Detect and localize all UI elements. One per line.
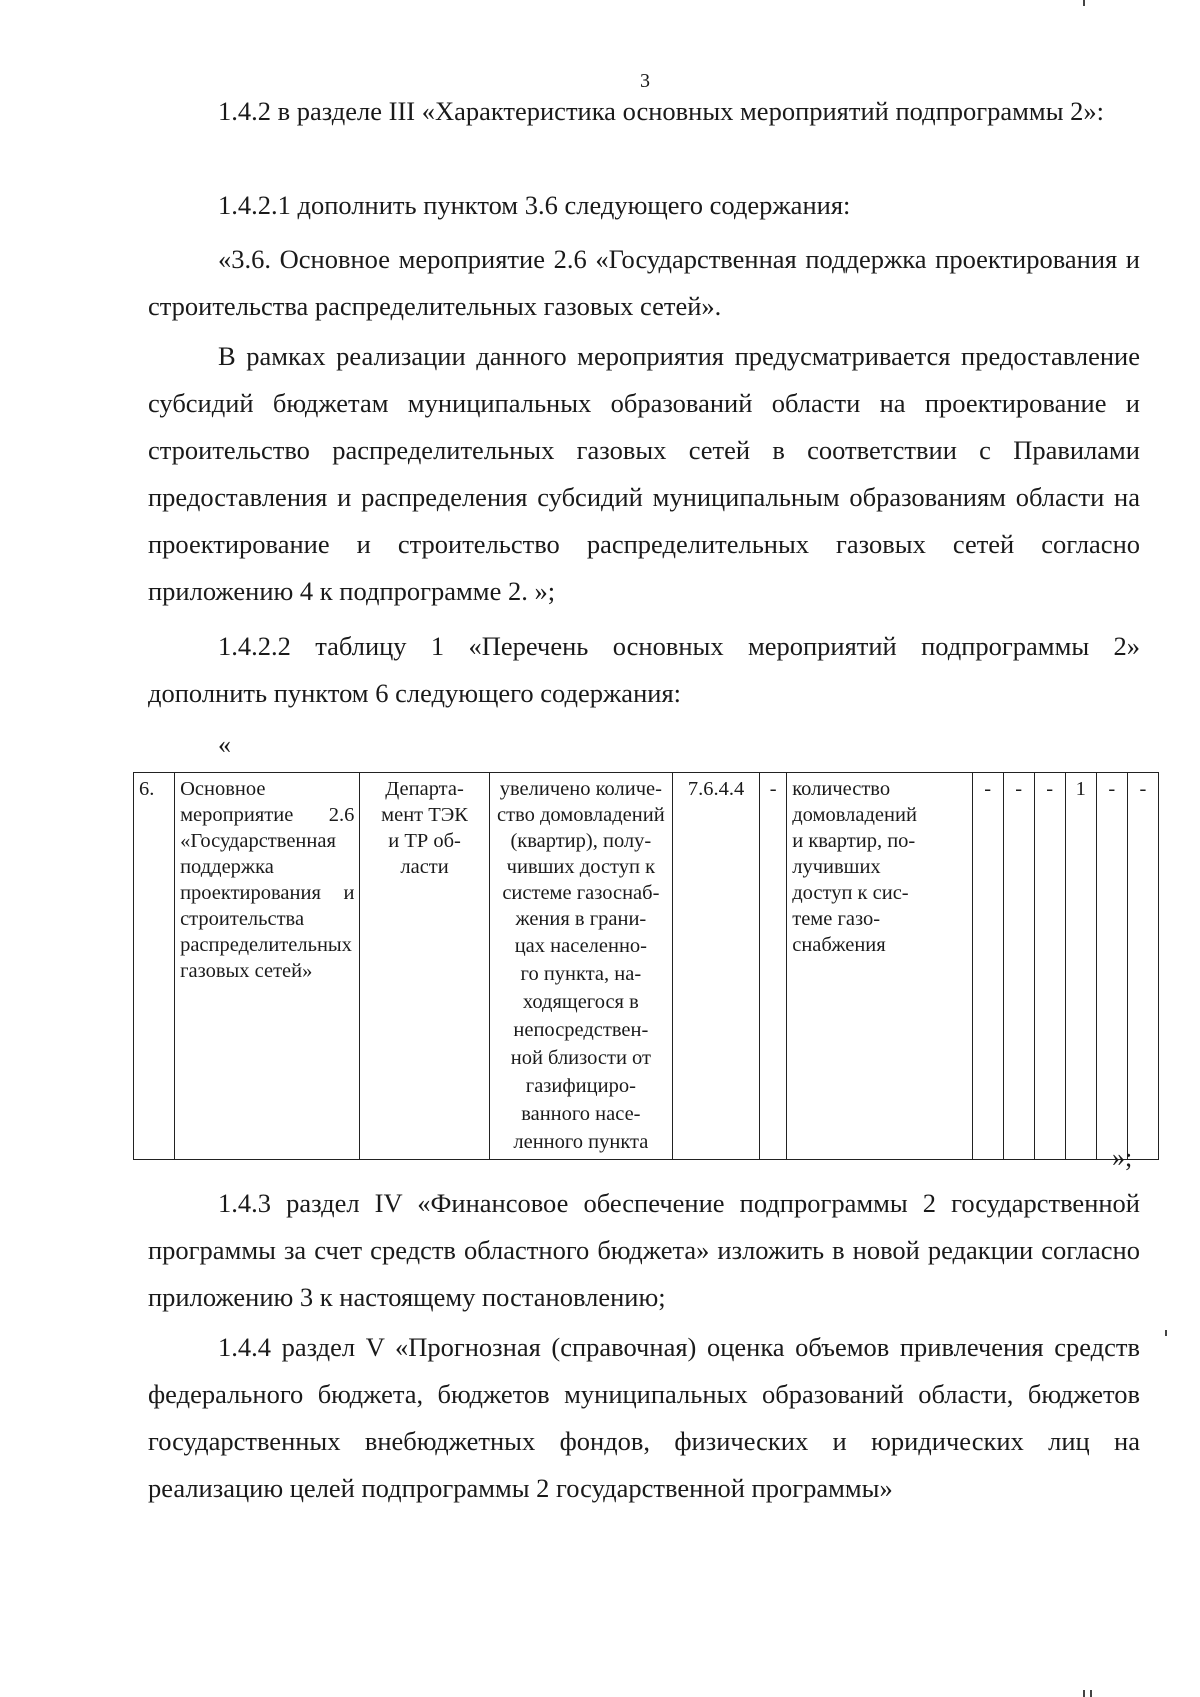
table-closing-quote: »; — [1112, 1143, 1133, 1172]
value-cell-6: - — [1127, 773, 1158, 1160]
paragraph-1-4-2: 1.4.2 в разделе III «Характеристика основных мероприятий подпрограммы 2»: — [218, 96, 1104, 126]
page-number: 3 — [640, 70, 650, 92]
paragraph-3-6: «3.6. Основное мероприятие 2.6 «Государственная поддержка проектирования и строительства распределительных газовых сетей». — [148, 244, 1140, 321]
paragraph-1-4-3: 1.4.3 раздел IV «Финансовое обеспечение подпрограммы 2 государственной программы за счет средств областного бюджета» изложить в новой редакции согласно приложению 3 к настоящему постановлению; — [148, 1188, 1140, 1312]
scan-mark — [1083, 1690, 1085, 1697]
dash-cell: - — [760, 773, 787, 1160]
value-cell-4: 1 — [1065, 773, 1096, 1160]
expected-result-cell — [489, 773, 672, 1160]
value-cell-1: - — [972, 773, 1003, 1160]
expected-result-text-small: увеличено количе- ство домовладений (квартир), полу- чивших доступ к системе газоснаб- жения в грани- — [497, 778, 665, 930]
indicator-cell: количество домовладений и квартир, по- лучивших доступ к сис- теме газо- снабжения — [787, 773, 972, 1160]
scan-mark — [1165, 1330, 1167, 1336]
scan-mark — [1090, 1690, 1092, 1697]
scan-mark — [1083, 0, 1085, 6]
table-row — [134, 773, 1159, 1160]
paragraph-measure-description: В рамках реализации данного мероприятия предусматривается предоставление субсидий бюджетам муниципальных образований области на проектирование и строительство распределительных газовых сетей в соответствии с Правилами предоставления и распределения субсидий муниципальным образованиям области на проектирование и строительство распределительных газовых сетей согласно приложению 4 к подпрограмме 2. »; — [148, 341, 1140, 606]
code-cell: 7.6.4.4 — [673, 773, 760, 1160]
paragraph-1-4-4: 1.4.4 раздел V «Прогнозная (справочная) оценка объемов привлечения средств федерального бюджета, бюджетов муниципальных образований области, бюджетов государственных внебюджетных фондов, физических и юридических лиц на реализацию целей подпрограммы 2 государственной программы» — [148, 1332, 1140, 1503]
measures-table — [133, 772, 1159, 1160]
value-cell-3: - — [1034, 773, 1065, 1160]
table-opening-quote: « — [218, 730, 231, 759]
paragraph-1-4-2-2: 1.4.2.2 таблицу 1 «Перечень основных мероприятий подпрограммы 2» дополнить пунктом 6 следующего содержания: — [148, 631, 1140, 708]
responsible-cell: Департа- мент ТЭК и ТР об- ласти — [360, 773, 489, 1160]
expected-result-text-large: цах населенно- го пункта, на- ходящегося в непосредствен- ной близости от газифициро- ванного насе- ленного пункта — [510, 935, 651, 1153]
row-number-cell: 6. — [134, 773, 175, 1160]
value-cell-5: - — [1096, 773, 1127, 1160]
paragraph-1-4-2-1: 1.4.2.1 дополнить пунктом 3.6 следующего содержания: — [218, 190, 851, 220]
measure-name-cell: Основное мероприятие 2.6 «Государственная поддержка проектирования и строительства распределительных газовых сетей» — [175, 773, 360, 1160]
value-cell-2: - — [1003, 773, 1034, 1160]
